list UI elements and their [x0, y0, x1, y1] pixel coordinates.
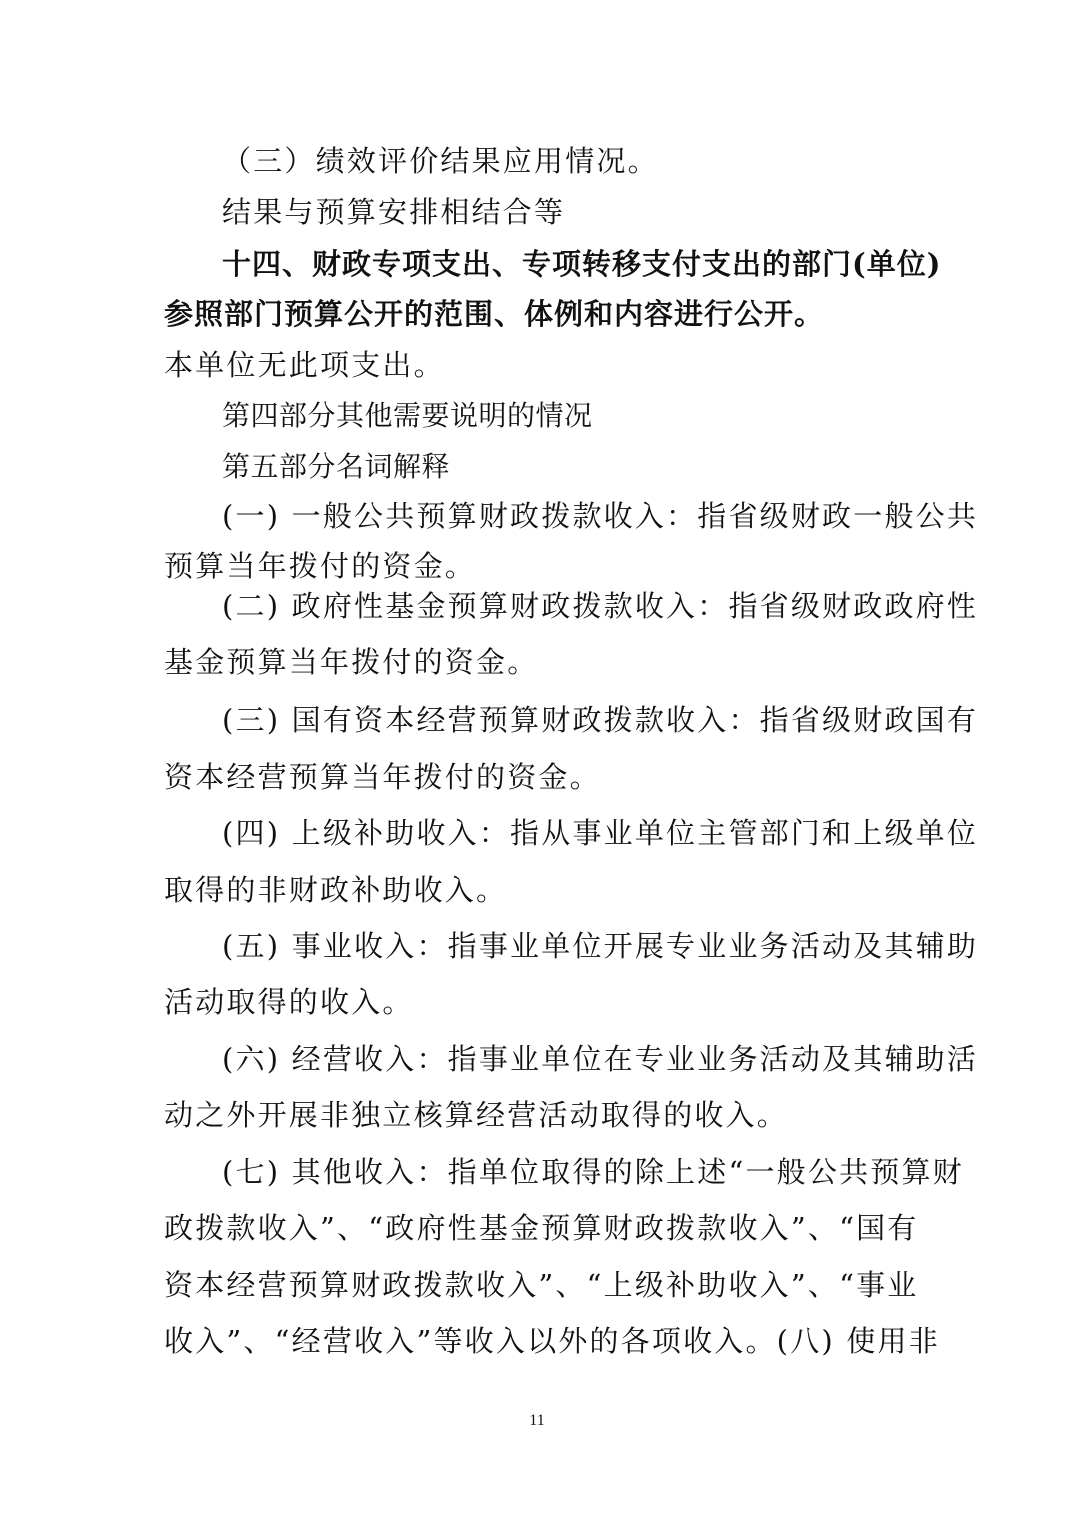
text-line: (七) 其他收入：指单位取得的除上述“一般公共预算财	[222, 1155, 964, 1189]
page-number: 11	[529, 1412, 545, 1429]
text-line: 预算当年拨付的资金。	[164, 549, 477, 583]
text-line: (三) 国有资本经营预算财政拨款收入：指省级财政国有	[222, 703, 979, 737]
part-heading: 第五部分名词解释	[222, 450, 451, 483]
text-line: (六) 经营收入：指事业单位在专业业务活动及其辅助活	[222, 1042, 979, 1076]
text-line: (五) 事业收入：指事业单位开展专业业务活动及其辅助	[222, 929, 979, 963]
text-line: 活动取得的收入。	[164, 985, 414, 1019]
text-line: 动之外开展非独立核算经营活动取得的收入。	[164, 1098, 789, 1132]
text-line: 资本经营预算当年拨付的资金。	[164, 760, 601, 794]
text-line: (四) 上级补助收入：指从事业单位主管部门和上级单位	[222, 816, 979, 850]
text-line: 结果与预算安排相结合等	[222, 195, 566, 229]
text-line: (二) 政府性基金预算财政拨款收入：指省级财政政府性	[222, 589, 979, 623]
section-heading-line: 十四、财政专项支出、专项转移支付支出的部门(单位)	[222, 247, 942, 281]
section-heading-line: 参照部门预算公开的范围、体例和内容进行公开。	[164, 297, 825, 331]
text-line: 本单位无此项支出。	[164, 348, 445, 382]
part-heading: 第四部分其他需要说明的情况	[222, 399, 593, 432]
text-line: 政拨款收入”、“政府性基金预算财政拨款收入”、“国有	[164, 1211, 919, 1245]
text-line: 资本经营预算财政拨款收入”、“上级补助收入”、“事业	[164, 1268, 919, 1302]
text-line: 基金预算当年拨付的资金。	[164, 645, 539, 679]
text-line: 取得的非财政补助收入。	[164, 873, 508, 907]
text-line: （三）绩效评价结果应用情况。	[222, 144, 659, 178]
text-line: 收入”、“经营收入”等收入以外的各项收入。(八) 使用非	[164, 1324, 940, 1358]
text-line: (一) 一般公共预算财政拨款收入：指省级财政一般公共	[222, 499, 979, 533]
